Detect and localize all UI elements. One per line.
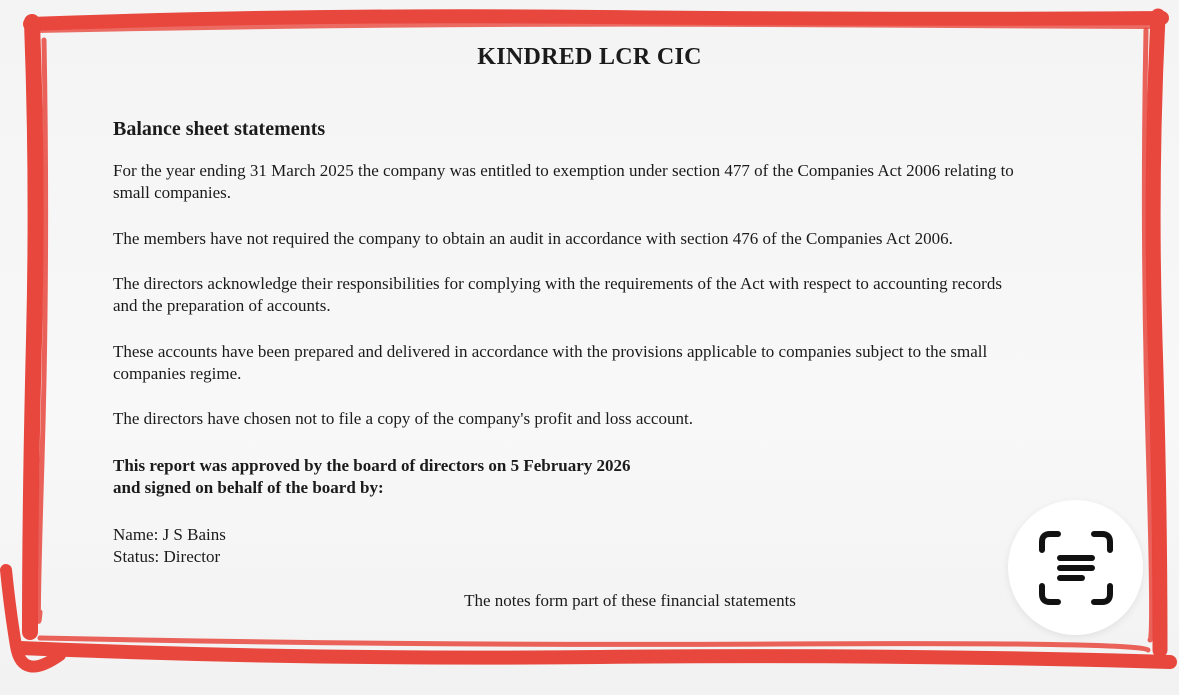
approval-line: and signed on behalf of the board by: <box>113 478 384 497</box>
audit-paragraph <box>113 228 1143 250</box>
paragraph-line: small companies. <box>113 183 232 202</box>
paragraph-line: The directors acknowledge their responsibilities for complying with the requirements of the Act with respect to accounting records <box>113 274 1002 293</box>
profit-loss-paragraph <box>113 408 1143 430</box>
signer-name: Name: J S Bains <box>113 525 226 544</box>
paragraph-line: companies regime. <box>113 364 242 383</box>
company-title: KINDRED LCR CIC <box>477 44 702 70</box>
paragraph-line: The members have not required the company to obtain an audit in accordance with section 476 of the Companies Act 2006. <box>113 229 953 248</box>
signer-status: Status: Director <box>113 547 221 566</box>
paragraph-line: For the year ending 31 March 2025 the company was entitled to exemption under section 477 of the Companies Act 2006 relating to <box>113 161 1014 180</box>
live-text-scan-icon <box>1036 528 1116 608</box>
responsibilities-paragraph <box>113 273 1143 317</box>
signer-block <box>113 524 226 568</box>
section-heading: Balance sheet statements <box>113 118 326 140</box>
footer-note: The notes form part of these financial statements <box>464 591 796 610</box>
live-text-button[interactable] <box>1008 500 1143 635</box>
exemption-paragraph <box>113 160 1143 204</box>
paragraph-line: The directors have chosen not to file a copy of the company's profit and loss account. <box>113 409 693 428</box>
paragraph-line: and the preparation of accounts. <box>113 296 331 315</box>
approval-line: This report was approved by the board of directors on 5 February 2026 <box>113 456 631 475</box>
approval-statement <box>113 455 631 499</box>
small-companies-paragraph <box>113 341 1143 385</box>
paragraph-line: These accounts have been prepared and delivered in accordance with the provisions applicable to companies subject to the small <box>113 342 988 361</box>
